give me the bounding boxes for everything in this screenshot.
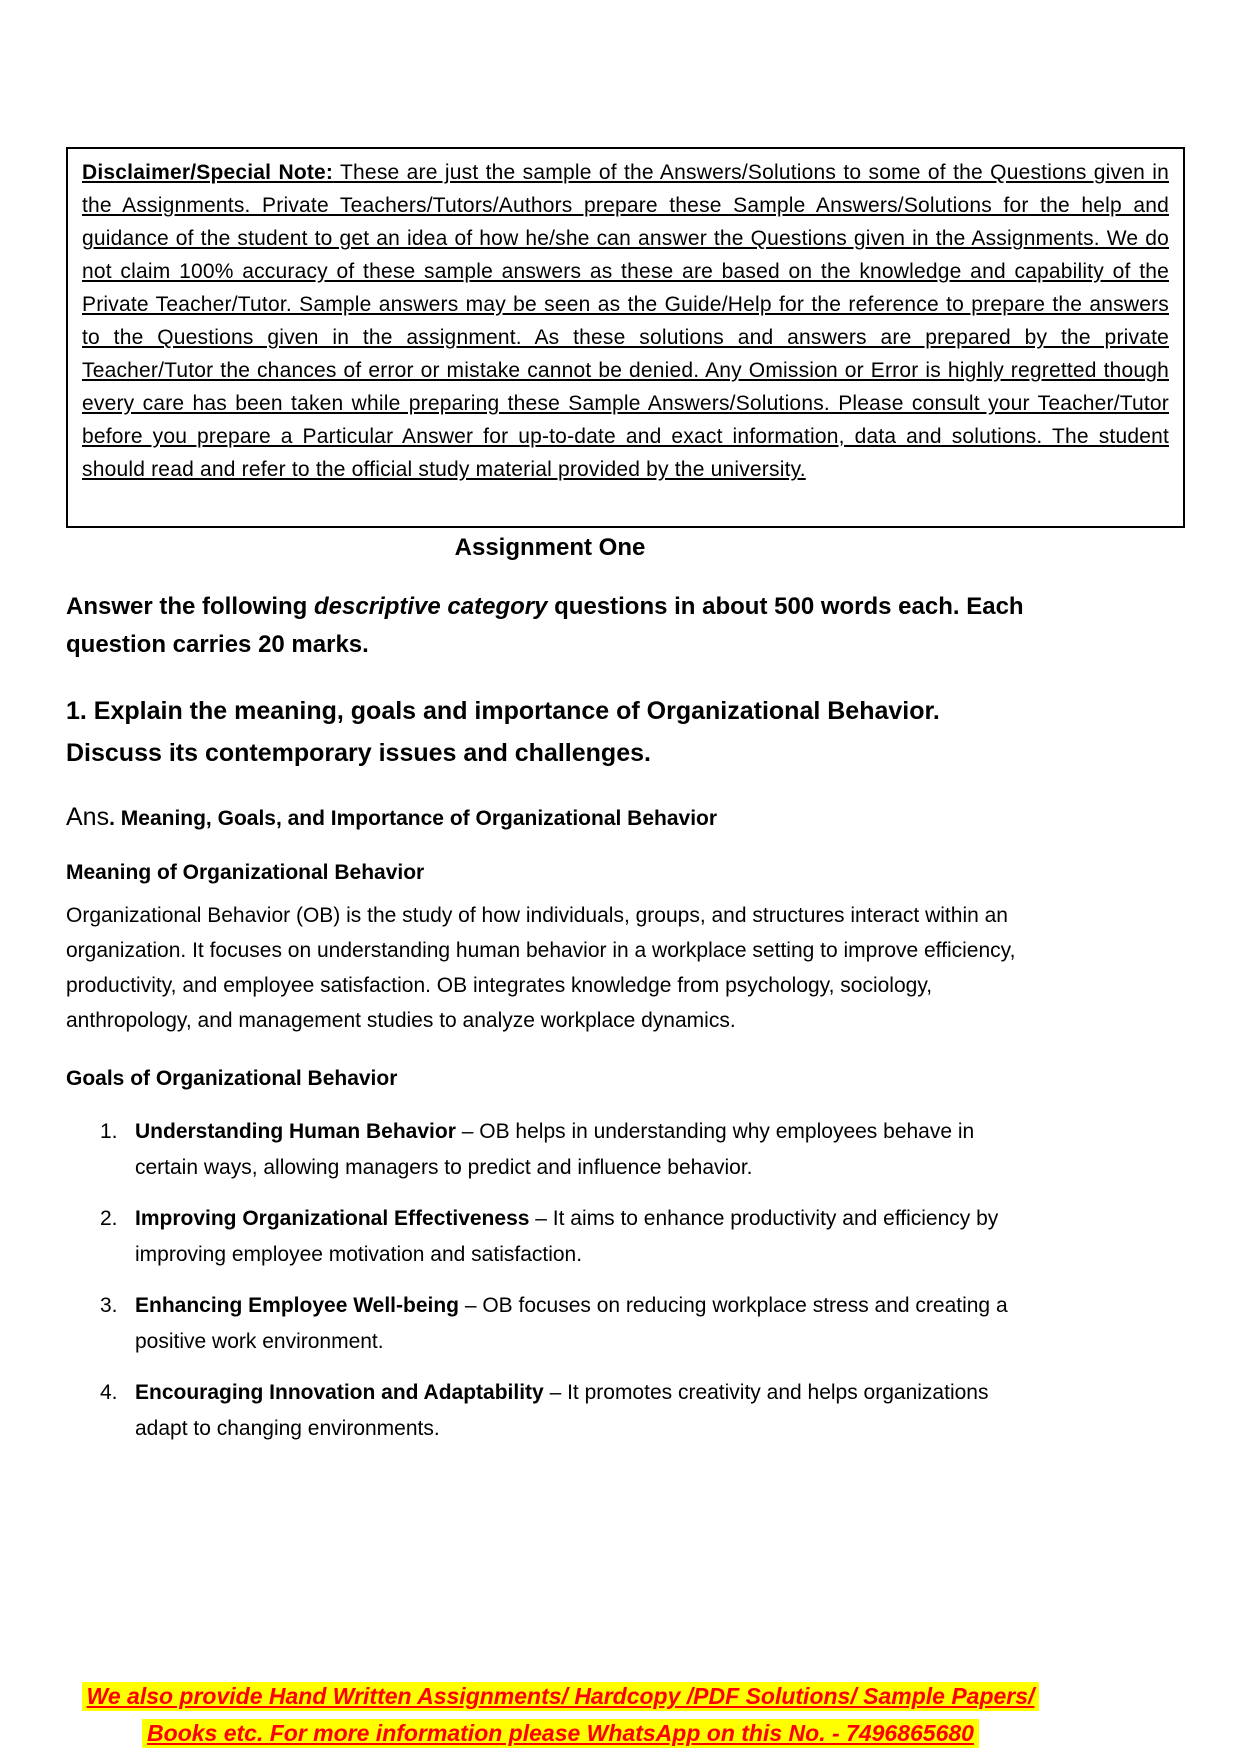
answer-separator: . [109, 807, 121, 830]
disclaimer-text: These are just the sample of the Answers/Solutions to some of the Questions given in the Assignments. Private Teachers/Tutors/Authors prepare these Sample Answers/Solutions for the help and guidance of the student to get an idea of how he/she can answer the Questions given in the Assignments. We do not claim 100% accuracy of these sample answers as these are based on the knowledge and capability of the Private Teacher/Tutor. Sample answers may be seen as the Guide/Help for the reference to prepare the answers to the Questions given in the assignment. As these solutions and answers are prepared by the private Teacher/Tutor the chances of error or mistake cannot be denied. Any Omission or Error is highly regretted though every care has been taken while preparing these Sample Answers/Solutions. Please consult your Teacher/Tutor before you prepare a Particular Answer for up-to-date and exact information, data and solutions. The student should read and refer to the official study material provided by the university. [82, 161, 1170, 481]
goal-2-description: – It aims to enhance productivity and efficiency by improving employee motivation and satisfaction. [135, 1207, 999, 1266]
promo-banner [66, 1678, 1055, 1752]
instructions-text-end: questions in about 500 words each. Each question carries 20 marks. [66, 593, 1024, 658]
assignment-title: Assignment One [454, 534, 646, 561]
promo-line-2: Books etc. For more information please WhatsApp on this No. - 7496865680 [142, 1719, 979, 1748]
instructions-emphasis: descriptive category [314, 593, 548, 620]
assignment-body [66, 530, 1034, 1462]
disclaimer-content [82, 161, 1169, 481]
goal-4-text [135, 1375, 1030, 1447]
goals-list [66, 1114, 1034, 1447]
answer-label: Ans [66, 803, 110, 831]
question-1: 1. Explain the meaning, goals and importance of Organizational Behavior. Discuss its contemporary issues and challenges. [66, 697, 940, 767]
goal-2-number: 2. [100, 1207, 118, 1230]
disclaimer-box [66, 147, 1185, 528]
goal-1-description: – OB helps in understanding why employees behave in certain ways, allowing managers to predict and influence behavior. [135, 1120, 975, 1179]
goal-3-description: – OB focuses on reducing workplace stress and creating a positive work environment. [135, 1294, 1008, 1353]
meaning-paragraph: Organizational Behavior (OB) is the study of how individuals, groups, and structures interact within an organization. It focuses on understanding human behavior in a workplace setting to improve efficiency, productivity, and employee satisfaction. OB integrates knowledge from psychology, sociology, anthropology, and management studies to analyze workplace dynamics. [66, 904, 1016, 1032]
promo-banner-row-2 [66, 1715, 1055, 1752]
goal-3-term: Enhancing Employee Well-being [135, 1294, 459, 1317]
goal-1-text [135, 1114, 1030, 1186]
instructions-text-start: Answer the following [66, 593, 315, 620]
answer-title: Meaning, Goals, and Importance of Organizational Behavior [120, 807, 718, 830]
goal-item-4 [100, 1375, 1034, 1447]
promo-banner-row-1 [66, 1678, 1055, 1715]
meaning-section-heading: Meaning of Organizational Behavior [66, 861, 425, 884]
goal-4-term: Encouraging Innovation and Adaptability [135, 1381, 544, 1404]
goals-section-heading: Goals of Organizational Behavior [66, 1067, 398, 1090]
answer-heading [66, 800, 1034, 836]
promo-line-1: We also provide Hand Written Assignments/ Hardcopy /PDF Solutions/ Sample Papers/ [82, 1682, 1040, 1711]
assignment-instructions [66, 588, 1034, 664]
goal-3-text [135, 1288, 1030, 1360]
goal-item-1 [100, 1114, 1034, 1186]
goal-1-term: Understanding Human Behavior [135, 1120, 456, 1143]
goal-4-description: – It promotes creativity and helps organizations adapt to changing environments. [135, 1381, 989, 1440]
goal-4-number: 4. [100, 1381, 118, 1404]
goal-1-number: 1. [100, 1120, 118, 1143]
goal-item-3 [100, 1288, 1034, 1360]
goal-2-text [135, 1201, 1030, 1273]
disclaimer-label: Disclaimer/Special Note: [82, 161, 334, 184]
goal-item-2 [100, 1201, 1034, 1273]
goal-2-term: Improving Organizational Effectiveness [135, 1207, 530, 1230]
goal-3-number: 3. [100, 1294, 118, 1317]
